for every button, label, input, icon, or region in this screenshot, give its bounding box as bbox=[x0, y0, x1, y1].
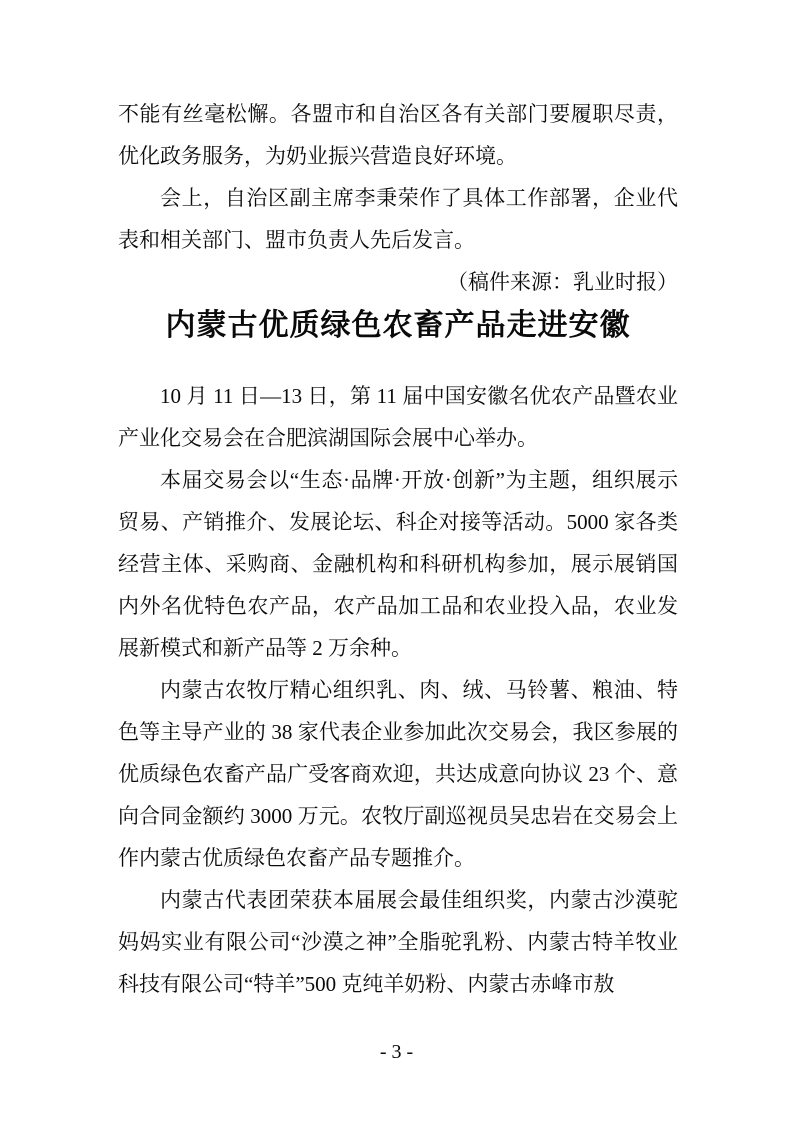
article-title: 内蒙古优质绿色农畜产品走进安徽 bbox=[165, 309, 631, 342]
body-paragraph-continuation: 不能有丝毫松懈。各盟市和自治区各有关部门要履职尽责，优化政务服务，为奶业振兴营造良好环境。 bbox=[118, 102, 678, 168]
page-number: - 3 - bbox=[379, 1041, 414, 1063]
body-paragraph: 会上，自治区副主席李秉荣作了具体工作部署，企业代表和相关部门、盟市负责人先后发言。 bbox=[118, 186, 678, 252]
body-paragraph: 本届交易会以“生态·品牌·开放·创新”为主题，组织展示贸易、产销推介、发展论坛、科企对接等活动。5000 家各类经营主体、采购商、金融机构和科研机构参加，展示展销国内外名优特色农产品，农产品加工品和农业投入品，农业发展新模式和新产品等 2 万余种。 bbox=[118, 468, 678, 660]
body-paragraph: 内蒙古农牧厅精心组织乳、肉、绒、马铃薯、粮油、特色等主导产业的 38 家代表企业参加此次交易会，我区参展的优质绿色农畜产品广受客商欢迎，共达成意向协议 23 个、意向合同金额约 3000 万元。农牧厅副巡视员吴忠岩在交易会上作内蒙古优质绿色农畜产品专题推介。 bbox=[118, 678, 678, 870]
page-body bbox=[118, 93, 678, 1005]
body-paragraph-cutoff: 内蒙古代表团荣获本届展会最佳组织奖，内蒙古沙漠驼妈妈实业有限公司“沙漠之神”全脂驼乳粉、内蒙古特羊牧业科技有限公司“特羊”500 克纯羊奶粉、内蒙古赤峰市敖 bbox=[118, 888, 678, 996]
source-attribution: （稿件来源：乳业时报） bbox=[447, 270, 678, 294]
body-paragraph: 10 月 11 日—13 日，第 11 届中国安徽名优农产品暨农业产业化交易会在合肥滨湖国际会展中心举办。 bbox=[118, 384, 678, 450]
